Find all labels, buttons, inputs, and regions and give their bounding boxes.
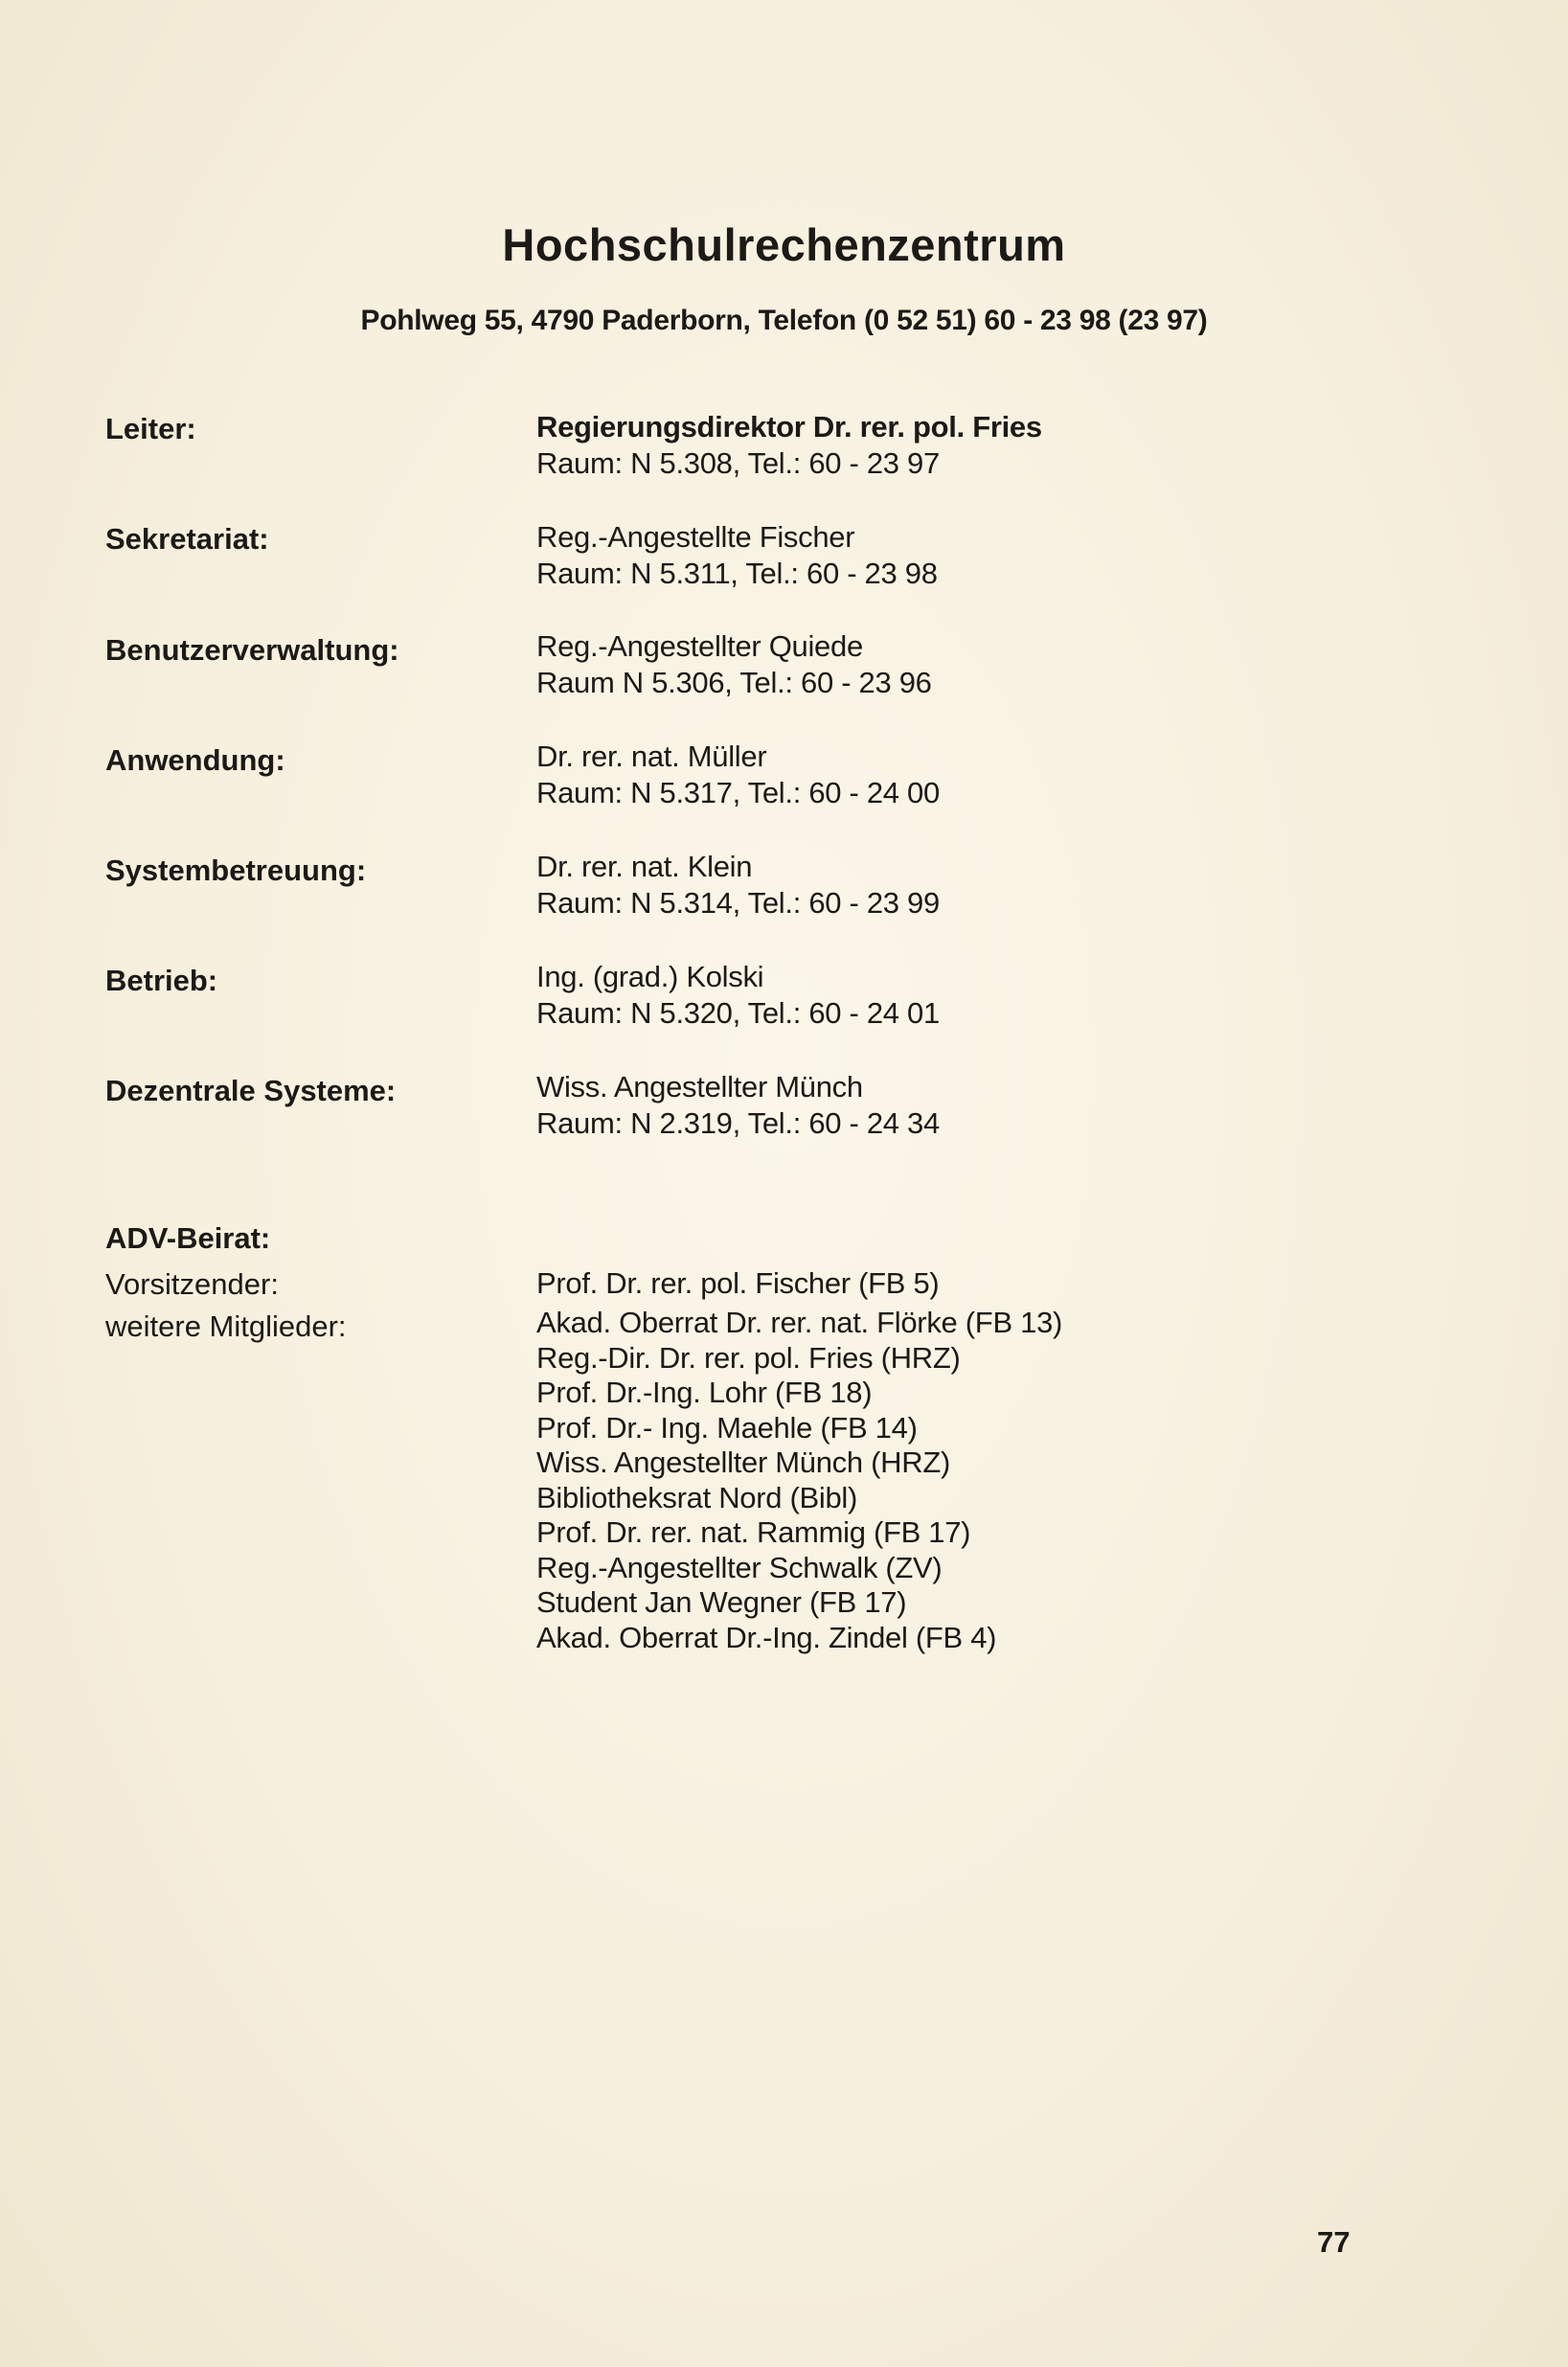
label-sekretariat: Sekretariat: (105, 522, 269, 556)
members-list (536, 1306, 1062, 1655)
list-item: Reg.-Dir. Dr. rer. pol. Fries (HRZ) (536, 1340, 961, 1375)
entry-room: Raum: N 2.319, Tel.: 60 - 24 34 (536, 1106, 940, 1140)
label-systembetreuung: Systembetreuung: (105, 853, 367, 887)
entry-anwendung (536, 739, 940, 811)
list-item: Prof. Dr. rer. nat. Rammig (FB 17) (536, 1515, 971, 1549)
label-anwendung: Anwendung: (105, 743, 285, 777)
chair-label: Vorsitzender: (105, 1267, 279, 1301)
entry-room: Raum: N 5.317, Tel.: 60 - 24 00 (536, 776, 940, 809)
entry-sekretariat (536, 519, 938, 592)
entry-leiter (536, 409, 1042, 482)
entry-room: Raum: N 5.320, Tel.: 60 - 24 01 (536, 996, 940, 1030)
label-benutzerverwaltung: Benutzerverwaltung: (105, 633, 399, 667)
entry-room: Raum N 5.306, Tel.: 60 - 23 96 (536, 666, 932, 699)
beirat-heading: ADV-Beirat: (105, 1221, 271, 1255)
label-betrieb: Betrieb: (105, 964, 218, 997)
entry-room: Raum: N 5.311, Tel.: 60 - 23 98 (536, 557, 938, 590)
entry-name: Dr. rer. nat. Müller (536, 740, 767, 773)
entry-systembetreuung (536, 849, 940, 922)
entry-betrieb (536, 959, 940, 1032)
address-line: Pohlweg 55, 4790 Paderborn, Telefon (0 52 51) 60 - 23 98 (23 97) (360, 305, 1208, 336)
list-item: Wiss. Angestellter Münch (HRZ) (536, 1445, 950, 1479)
entry-dezentrale-systeme (536, 1069, 940, 1142)
page-number: 77 (1317, 2225, 1351, 2259)
page-title: Hochschulrechenzentrum (502, 219, 1066, 270)
entry-name: Reg.-Angestellter Quiede (536, 629, 863, 663)
list-item: Akad. Oberrat Dr. rer. nat. Flörke (FB 13) (536, 1306, 1063, 1339)
label-leiter: Leiter: (105, 412, 196, 445)
label-dezentrale-systeme: Dezentrale Systeme: (105, 1074, 397, 1107)
members-label: weitere Mitglieder: (105, 1309, 347, 1343)
entry-room: Raum: N 5.308, Tel.: 60 - 23 97 (536, 446, 940, 480)
entry-name: Dr. rer. nat. Klein (536, 850, 753, 883)
entry-benutzerverwaltung (536, 628, 932, 701)
list-item: Prof. Dr.- Ing. Maehle (FB 14) (536, 1410, 918, 1445)
chair-name: Prof. Dr. rer. pol. Fischer (FB 5) (536, 1266, 940, 1300)
chair-value (536, 1265, 939, 1302)
entry-room: Raum: N 5.314, Tel.: 60 - 23 99 (536, 886, 940, 920)
list-item: Reg.-Angestellter Schwalk (ZV) (536, 1550, 943, 1584)
entry-name: Reg.-Angestellte Fischer (536, 520, 855, 554)
entry-name: Wiss. Angestellter Münch (536, 1070, 863, 1104)
list-item: Akad. Oberrat Dr.-Ing. Zindel (FB 4) (536, 1620, 997, 1654)
entry-name: Ing. (grad.) Kolski (536, 960, 764, 993)
list-item: Student Jan Wegner (FB 17) (536, 1585, 907, 1619)
list-item: Bibliotheksrat Nord (Bibl) (536, 1480, 858, 1514)
list-item: Prof. Dr.-Ing. Lohr (FB 18) (536, 1376, 873, 1409)
entry-name: Regierungsdirektor Dr. rer. pol. Fries (536, 410, 1042, 444)
